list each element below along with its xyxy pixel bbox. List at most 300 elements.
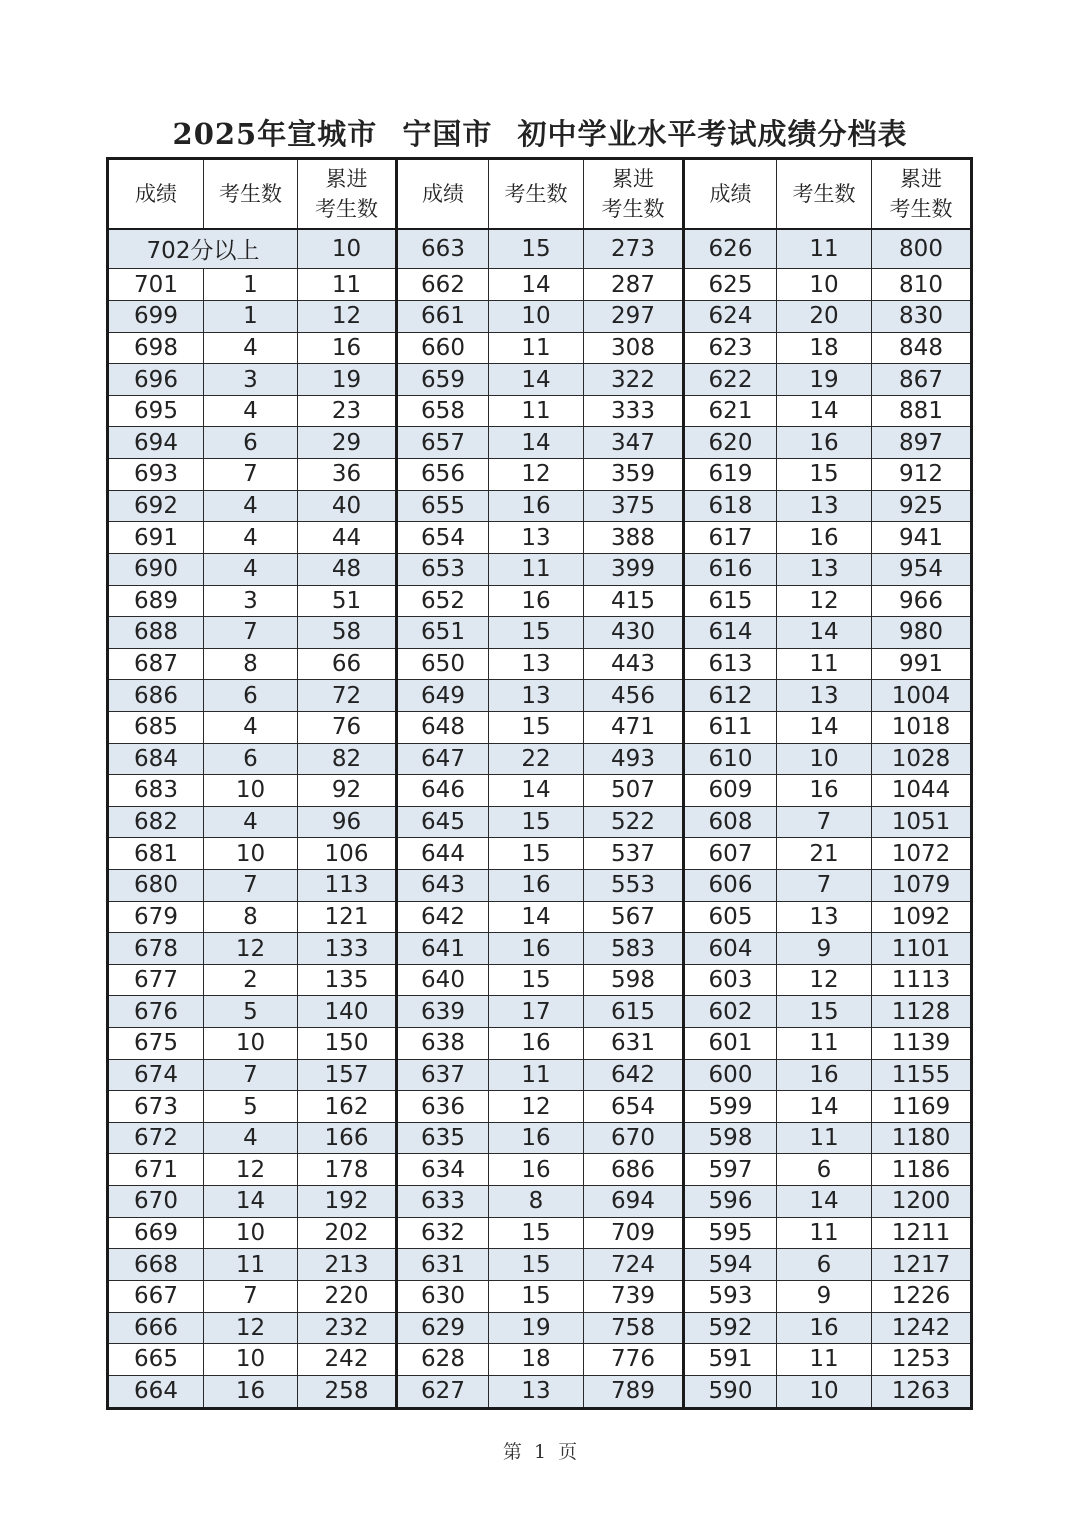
cell-count: 12 (489, 1091, 584, 1123)
cell-score: 655 (397, 490, 489, 522)
cell-score: 670 (108, 1186, 204, 1218)
cell-cumulative: 415 (584, 585, 684, 617)
cell-count: 12 (204, 933, 298, 965)
cell-count: 10 (777, 1375, 872, 1408)
cell-score: 639 (397, 996, 489, 1028)
table-row (108, 1059, 972, 1091)
cell-score: 616 (684, 553, 777, 585)
cell-score: 598 (684, 1122, 777, 1154)
cell-score: 603 (684, 964, 777, 996)
cell-count: 4 (204, 1122, 298, 1154)
cell-count: 20 (777, 301, 872, 333)
cell-cumulative: 694 (584, 1186, 684, 1218)
cell-cumulative: 40 (298, 490, 397, 522)
cell-score: 615 (684, 585, 777, 617)
cell-cumulative: 507 (584, 775, 684, 807)
cell-count: 21 (777, 838, 872, 870)
cell-cumulative: 36 (298, 459, 397, 491)
cell-cumulative: 1092 (872, 901, 972, 933)
cell-cumulative: 654 (584, 1091, 684, 1123)
cell-cumulative: 106 (298, 838, 397, 870)
cell-score: 594 (684, 1249, 777, 1281)
cell-cumulative: 1200 (872, 1186, 972, 1218)
cell-score: 671 (108, 1154, 204, 1186)
cell-cumulative: 1072 (872, 838, 972, 870)
cell-cumulative: 881 (872, 395, 972, 427)
cell-score: 681 (108, 838, 204, 870)
cell-score: 686 (108, 680, 204, 712)
cell-count: 12 (777, 585, 872, 617)
cell-count: 1 (204, 269, 298, 301)
table-row (108, 1312, 972, 1344)
cell-cumulative: 1211 (872, 1217, 972, 1249)
cell-score: 610 (684, 743, 777, 775)
cell-score: 627 (397, 1375, 489, 1408)
page-number: 1 (533, 1441, 547, 1463)
table-row (108, 1091, 972, 1123)
header-score: 成绩 (397, 159, 489, 229)
cell-count: 17 (489, 996, 584, 1028)
cell-cumulative: 1169 (872, 1091, 972, 1123)
table-row (108, 1249, 972, 1281)
cell-score: 669 (108, 1217, 204, 1249)
cell-cumulative: 1101 (872, 933, 972, 965)
cell-cumulative: 1217 (872, 1249, 972, 1281)
cell-count: 11 (489, 1059, 584, 1091)
cell-cumulative: 157 (298, 1059, 397, 1091)
cell-cumulative: 583 (584, 933, 684, 965)
cell-count: 13 (777, 490, 872, 522)
cell-score: 659 (397, 364, 489, 396)
cell-score: 600 (684, 1059, 777, 1091)
cell-count: 15 (489, 229, 584, 269)
cell-score: 674 (108, 1059, 204, 1091)
cell-score: 642 (397, 901, 489, 933)
cell-count: 14 (777, 395, 872, 427)
cell-count: 16 (489, 490, 584, 522)
cell-score: 604 (684, 933, 777, 965)
cell-score: 648 (397, 711, 489, 743)
cell-cumulative: 347 (584, 427, 684, 459)
cell-score: 633 (397, 1186, 489, 1218)
cell-score: 672 (108, 1122, 204, 1154)
cell-count: 4 (204, 522, 298, 554)
cell-count: 10 (777, 269, 872, 301)
cell-cumulative: 966 (872, 585, 972, 617)
cell-cumulative: 140 (298, 996, 397, 1028)
cell-cumulative: 51 (298, 585, 397, 617)
cell-count: 7 (204, 869, 298, 901)
cell-score: 623 (684, 332, 777, 364)
cell-cumulative: 493 (584, 743, 684, 775)
cell-score: 592 (684, 1312, 777, 1344)
cell-count: 13 (777, 553, 872, 585)
cell-count: 15 (777, 459, 872, 491)
cell-score: 690 (108, 553, 204, 585)
cell-cumulative: 980 (872, 617, 972, 649)
cell-cumulative: 308 (584, 332, 684, 364)
cell-count: 16 (489, 1122, 584, 1154)
cell-count: 16 (204, 1375, 298, 1408)
cell-score: 667 (108, 1280, 204, 1312)
cell-cumulative: 522 (584, 806, 684, 838)
cell-count: 8 (489, 1186, 584, 1218)
cell-cumulative: 925 (872, 490, 972, 522)
cell-cumulative: 430 (584, 617, 684, 649)
cell-count: 13 (489, 1375, 584, 1408)
cell-score: 675 (108, 1028, 204, 1060)
table-row (108, 617, 972, 649)
cell-cumulative: 92 (298, 775, 397, 807)
cell-cumulative: 66 (298, 648, 397, 680)
cell-cumulative: 48 (298, 553, 397, 585)
cell-cumulative: 867 (872, 364, 972, 396)
cell-cumulative: 297 (584, 301, 684, 333)
cell-cumulative: 1113 (872, 964, 972, 996)
cell-score: 658 (397, 395, 489, 427)
cell-count: 4 (204, 490, 298, 522)
cell-cumulative: 709 (584, 1217, 684, 1249)
table-row (108, 269, 972, 301)
cell-count: 6 (777, 1249, 872, 1281)
cell-cumulative: 553 (584, 869, 684, 901)
cell-count: 12 (204, 1312, 298, 1344)
cell-count: 4 (204, 806, 298, 838)
header-count: 考生数 (204, 159, 298, 229)
cell-count: 22 (489, 743, 584, 775)
cell-count: 19 (777, 364, 872, 396)
cell-score: 590 (684, 1375, 777, 1408)
cell-score: 673 (108, 1091, 204, 1123)
cell-cumulative: 724 (584, 1249, 684, 1281)
cell-count: 6 (204, 680, 298, 712)
cell-cumulative: 615 (584, 996, 684, 1028)
cell-cumulative: 1128 (872, 996, 972, 1028)
cell-cumulative: 12 (298, 301, 397, 333)
cell-count: 5 (204, 996, 298, 1028)
cell-count: 7 (777, 869, 872, 901)
cell-count: 3 (204, 585, 298, 617)
cell-score: 694 (108, 427, 204, 459)
cell-cumulative: 375 (584, 490, 684, 522)
cell-count: 13 (777, 680, 872, 712)
header-cumulative-line1: 累进 (325, 166, 368, 191)
cell-score: 630 (397, 1280, 489, 1312)
cell-score: 638 (397, 1028, 489, 1060)
table-row (108, 229, 972, 269)
table-row (108, 996, 972, 1028)
cell-count: 16 (489, 933, 584, 965)
cell-score: 688 (108, 617, 204, 649)
cell-score: 654 (397, 522, 489, 554)
table-row (108, 1375, 972, 1408)
cell-cumulative: 1028 (872, 743, 972, 775)
cell-count: 16 (777, 1312, 872, 1344)
cell-cumulative: 322 (584, 364, 684, 396)
table-row (108, 395, 972, 427)
cell-score: 680 (108, 869, 204, 901)
cell-score: 652 (397, 585, 489, 617)
cell-count: 14 (777, 1186, 872, 1218)
cell-count: 10 (204, 1217, 298, 1249)
cell-count: 14 (777, 711, 872, 743)
cell-cumulative: 242 (298, 1344, 397, 1376)
cell-cumulative: 121 (298, 901, 397, 933)
cell-score: 636 (397, 1091, 489, 1123)
cell-cumulative: 1180 (872, 1122, 972, 1154)
cell-cumulative: 443 (584, 648, 684, 680)
cell-score: 657 (397, 427, 489, 459)
cell-count: 10 (489, 301, 584, 333)
cell-count: 7 (204, 617, 298, 649)
cell-count: 6 (204, 743, 298, 775)
cell-score: 660 (397, 332, 489, 364)
cell-cumulative: 631 (584, 1028, 684, 1060)
table-row (108, 964, 972, 996)
cell-count: 12 (777, 964, 872, 996)
cell-count: 3 (204, 364, 298, 396)
cell-score: 691 (108, 522, 204, 554)
cell-count: 11 (489, 332, 584, 364)
cell-score: 647 (397, 743, 489, 775)
cell-cumulative: 789 (584, 1375, 684, 1408)
table-row (108, 1280, 972, 1312)
table-row (108, 364, 972, 396)
score-table (106, 157, 973, 1410)
cell-count: 13 (777, 901, 872, 933)
cell-score: 701 (108, 269, 204, 301)
table-row (108, 869, 972, 901)
cell-cumulative: 848 (872, 332, 972, 364)
cell-score: 653 (397, 553, 489, 585)
table-row (108, 1154, 972, 1186)
cell-score: 607 (684, 838, 777, 870)
cell-cumulative: 686 (584, 1154, 684, 1186)
cell-cumulative: 1242 (872, 1312, 972, 1344)
cell-count: 14 (777, 1091, 872, 1123)
cell-cumulative: 213 (298, 1249, 397, 1281)
cell-cumulative: 76 (298, 711, 397, 743)
cell-count: 6 (204, 427, 298, 459)
cell-cumulative: 758 (584, 1312, 684, 1344)
cell-cumulative: 456 (584, 680, 684, 712)
cell-count: 12 (204, 1154, 298, 1186)
cell-score: 644 (397, 838, 489, 870)
table-header-row (108, 159, 972, 229)
cell-score: 661 (397, 301, 489, 333)
table-row (108, 648, 972, 680)
table-row (108, 427, 972, 459)
cell-score: 665 (108, 1344, 204, 1376)
cell-count: 9 (777, 933, 872, 965)
cell-score: 602 (684, 996, 777, 1028)
cell-score: 668 (108, 1249, 204, 1281)
cell-count: 11 (777, 648, 872, 680)
cell-cumulative: 72 (298, 680, 397, 712)
cell-score: 599 (684, 1091, 777, 1123)
cell-cumulative: 16 (298, 332, 397, 364)
cell-cumulative: 135 (298, 964, 397, 996)
table-row (108, 1028, 972, 1060)
cell-count: 7 (204, 1280, 298, 1312)
cell-cumulative: 830 (872, 301, 972, 333)
cell-score: 695 (108, 395, 204, 427)
cell-score: 663 (397, 229, 489, 269)
cell-count: 18 (777, 332, 872, 364)
title-subject: 初中学业水平考试成绩分档表 (517, 117, 908, 151)
cell-score: 687 (108, 648, 204, 680)
cell-score: 696 (108, 364, 204, 396)
cell-count: 10 (204, 775, 298, 807)
cell-cumulative: 273 (584, 229, 684, 269)
cell-count: 11 (489, 395, 584, 427)
footer-suffix: 页 (558, 1441, 578, 1463)
cell-cumulative: 10 (298, 229, 397, 269)
cell-score: 613 (684, 648, 777, 680)
cell-score: 676 (108, 996, 204, 1028)
cell-cumulative: 44 (298, 522, 397, 554)
cell-count: 13 (489, 522, 584, 554)
table-row (108, 901, 972, 933)
cell-count: 7 (204, 459, 298, 491)
cell-score: 651 (397, 617, 489, 649)
header-cumulative (872, 159, 972, 229)
table-row (108, 553, 972, 585)
cell-cumulative: 192 (298, 1186, 397, 1218)
cell-cumulative: 166 (298, 1122, 397, 1154)
cell-count: 11 (777, 1028, 872, 1060)
cell-score: 683 (108, 775, 204, 807)
cell-score: 622 (684, 364, 777, 396)
cell-cumulative: 670 (584, 1122, 684, 1154)
cell-score: 628 (397, 1344, 489, 1376)
cell-score: 614 (684, 617, 777, 649)
page-title (0, 112, 1080, 153)
cell-count: 5 (204, 1091, 298, 1123)
cell-score: 593 (684, 1280, 777, 1312)
table-row (108, 806, 972, 838)
cell-cumulative: 1044 (872, 775, 972, 807)
cell-count: 15 (489, 806, 584, 838)
cell-score: 677 (108, 964, 204, 996)
table-row (108, 459, 972, 491)
cell-count: 4 (204, 332, 298, 364)
cell-count: 15 (489, 1280, 584, 1312)
cell-cumulative: 1139 (872, 1028, 972, 1060)
table-row (108, 775, 972, 807)
cell-count: 11 (204, 1249, 298, 1281)
cell-cumulative: 1226 (872, 1280, 972, 1312)
cell-score: 597 (684, 1154, 777, 1186)
cell-cumulative: 1004 (872, 680, 972, 712)
cell-count: 14 (777, 617, 872, 649)
cell-count: 11 (777, 229, 872, 269)
cell-count: 15 (489, 1217, 584, 1249)
cell-cumulative: 23 (298, 395, 397, 427)
cell-cumulative: 1051 (872, 806, 972, 838)
table-row (108, 585, 972, 617)
cell-score: 624 (684, 301, 777, 333)
cell-score: 698 (108, 332, 204, 364)
cell-cumulative: 739 (584, 1280, 684, 1312)
cell-count: 14 (204, 1186, 298, 1218)
cell-cumulative: 133 (298, 933, 397, 965)
cell-count: 14 (489, 364, 584, 396)
cell-cumulative: 19 (298, 364, 397, 396)
cell-score: 693 (108, 459, 204, 491)
cell-score: 620 (684, 427, 777, 459)
cell-score: 662 (397, 269, 489, 301)
cell-count: 15 (489, 964, 584, 996)
cell-count: 10 (204, 1344, 298, 1376)
cell-score: 635 (397, 1122, 489, 1154)
cell-score: 689 (108, 585, 204, 617)
header-count: 考生数 (777, 159, 872, 229)
cell-cumulative: 537 (584, 838, 684, 870)
cell-count: 8 (204, 648, 298, 680)
cell-cumulative: 567 (584, 901, 684, 933)
cell-score: 645 (397, 806, 489, 838)
table-body (108, 229, 972, 1409)
cell-score: 606 (684, 869, 777, 901)
cell-cumulative: 29 (298, 427, 397, 459)
cell-score: 634 (397, 1154, 489, 1186)
cell-count: 16 (777, 775, 872, 807)
table-row (108, 490, 972, 522)
cell-score: 685 (108, 711, 204, 743)
table-row (108, 838, 972, 870)
cell-cumulative: 82 (298, 743, 397, 775)
cell-score: 591 (684, 1344, 777, 1376)
cell-score: 641 (397, 933, 489, 965)
table-row (108, 711, 972, 743)
cell-score: 612 (684, 680, 777, 712)
cell-score: 595 (684, 1217, 777, 1249)
cell-cumulative: 810 (872, 269, 972, 301)
cell-cumulative: 897 (872, 427, 972, 459)
table-row (108, 1217, 972, 1249)
cell-score: 609 (684, 775, 777, 807)
footer-prefix: 第 (502, 1441, 522, 1463)
cell-count: 11 (777, 1122, 872, 1154)
cell-cumulative: 991 (872, 648, 972, 680)
cell-count: 13 (489, 648, 584, 680)
header-cumulative-line1: 累进 (900, 166, 942, 191)
cell-cumulative: 912 (872, 459, 972, 491)
cell-cumulative: 232 (298, 1312, 397, 1344)
cell-count: 8 (204, 901, 298, 933)
cell-count: 16 (489, 869, 584, 901)
cell-score: 692 (108, 490, 204, 522)
cell-cumulative: 388 (584, 522, 684, 554)
cell-score: 649 (397, 680, 489, 712)
table-row (108, 1344, 972, 1376)
cell-count: 16 (489, 585, 584, 617)
cell-cumulative: 776 (584, 1344, 684, 1376)
header-cumulative-line1: 累进 (612, 166, 654, 191)
cell-score: 605 (684, 901, 777, 933)
cell-cumulative: 800 (872, 229, 972, 269)
table-row (108, 332, 972, 364)
cell-score-range: 702分以上 (108, 229, 298, 269)
cell-count: 10 (204, 838, 298, 870)
cell-score: 684 (108, 743, 204, 775)
cell-score: 611 (684, 711, 777, 743)
cell-cumulative: 333 (584, 395, 684, 427)
cell-count: 11 (489, 553, 584, 585)
table-row (108, 680, 972, 712)
cell-count: 19 (489, 1312, 584, 1344)
